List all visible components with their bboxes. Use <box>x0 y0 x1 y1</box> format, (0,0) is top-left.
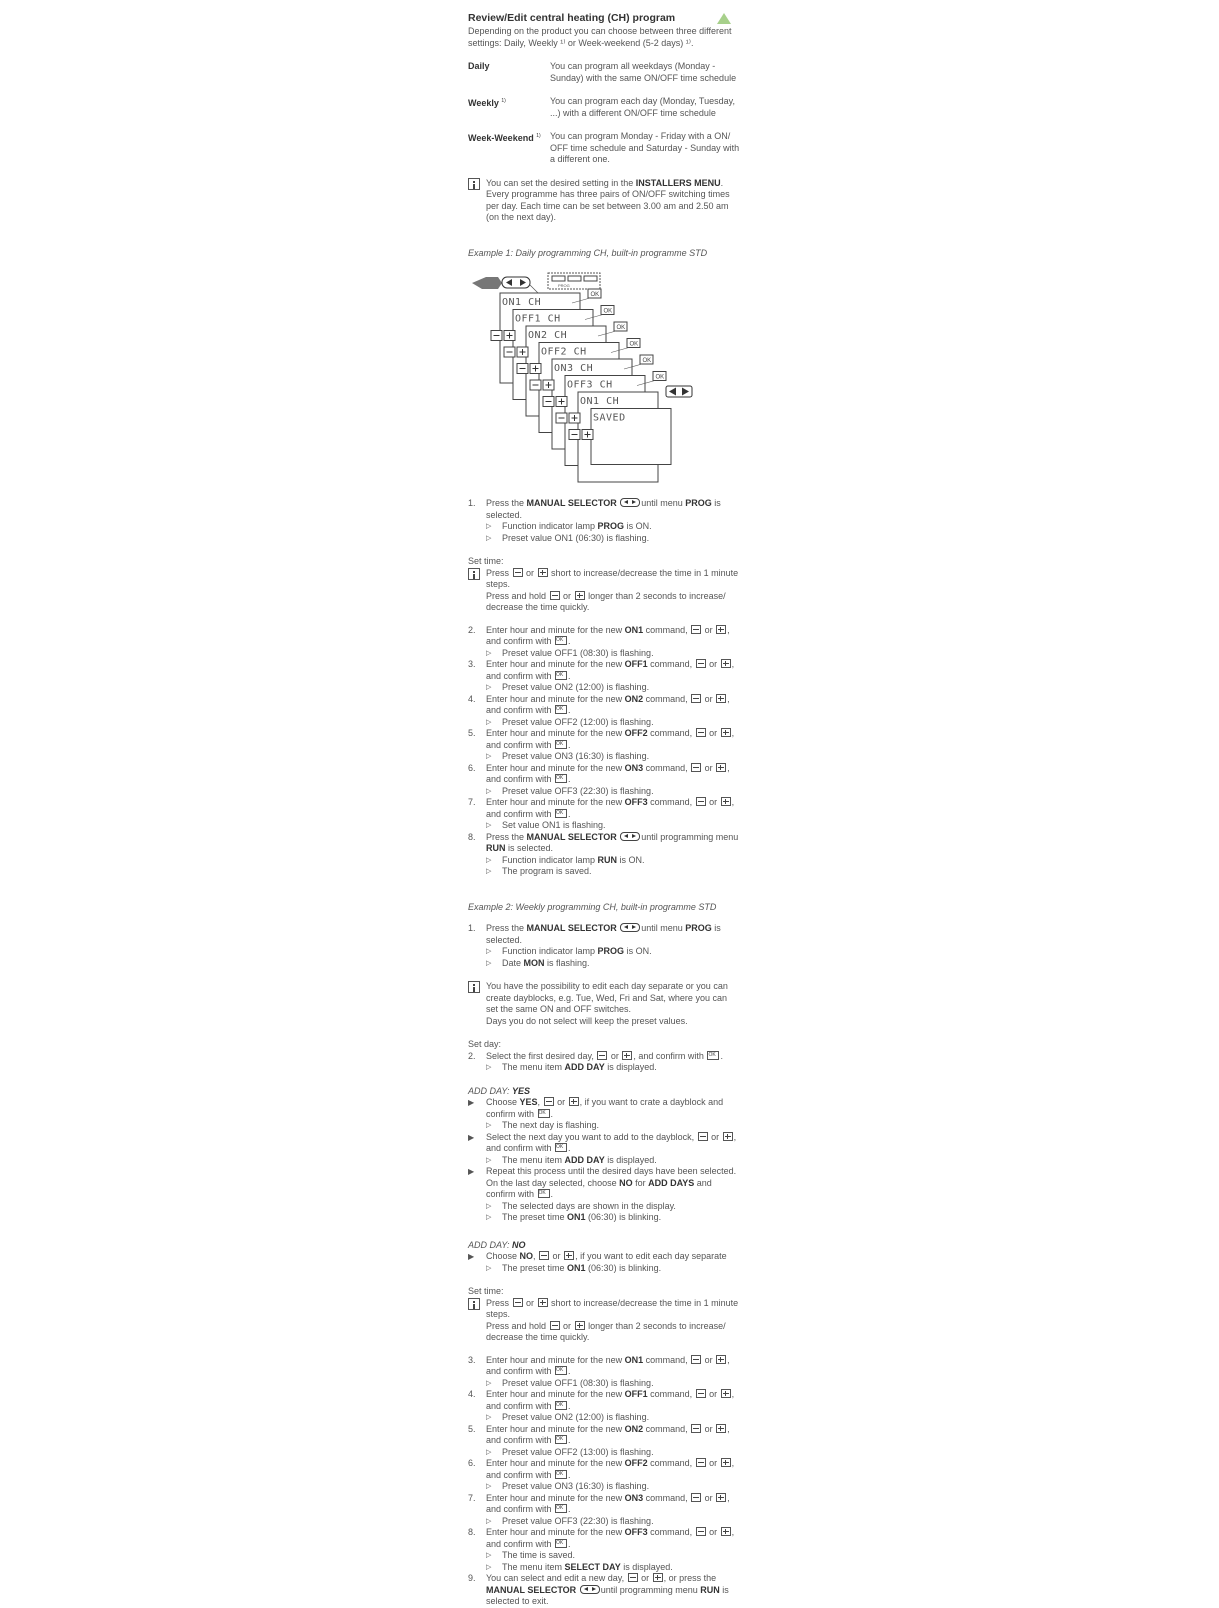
add-day-yes-bullet-3: ▶ Repeat this process until the desired days have been selected. On the last day selected, choose NO for ADD DAYS and confirm with . ▷ The selected days are shown in the display. ▷ The preset time ON1 (06:30) is blinking. <box>468 1166 740 1224</box>
minus-key-icon <box>691 763 701 772</box>
ok-key-icon <box>555 774 567 783</box>
minus-key-icon <box>691 1493 701 1502</box>
example-2-title: Example 2: Weekly programming CH, built-in programme STD <box>468 901 717 912</box>
time-entry-step: 2. Enter hour and minute for the new ON1 command, or , and confirm with . ▷ Preset value OFF1 (08:30) is flashing. <box>468 625 740 660</box>
lcd-screen-text: ON3 CH <box>554 363 594 374</box>
setting-name: Weekly $^{1)}$ <box>468 98 506 108</box>
plus-key-icon <box>716 1355 726 1364</box>
ex2-step-1: 1. Press the MANUAL SELECTOR until menu PROG is selected. ▷ Function indicator lamp PROG is ON. ▷ Date MON is flashing. <box>468 923 740 969</box>
ok-button-label: OK <box>616 325 626 331</box>
example-2-time-steps <box>468 1355 740 1562</box>
time-entry-step: 3. Enter hour and minute for the new OFF1 command, or , and confirm with . ▷ Preset value ON2 (12:00) is flashing. <box>468 659 740 694</box>
hand-pointer-icon <box>472 277 502 289</box>
time-entry-step: 5. Enter hour and minute for the new OFF2 command, or , and confirm with . ▷ Preset value ON3 (16:30) is flashing. <box>468 728 740 763</box>
plus-key-icon <box>575 1321 585 1330</box>
time-entry-step: 6. Enter hour and minute for the new ON3 command, or , and confirm with . ▷ Preset value OFF3 (22:30) is flashing. <box>468 763 740 798</box>
time-entry-step: 6. Enter hour and minute for the new OFF2 command, or , and confirm with . ▷ Preset value ON3 (16:30) is flashing. <box>468 1458 740 1493</box>
minus-key-icon <box>550 1321 560 1330</box>
plus-key-icon <box>723 1132 733 1141</box>
setting-description: You can program Monday - Friday with a ON/ OFF time schedule and Saturday - Sunday with a different one. <box>550 131 740 164</box>
lcd-screen-text: ON1 CH <box>580 396 620 407</box>
minus-key-icon <box>698 1132 708 1141</box>
ok-key-icon <box>555 1143 567 1152</box>
time-entry-step: 8. Enter hour and minute for the new OFF3 command, or , and confirm with . ▷ The time is saved. <box>468 1527 740 1562</box>
settings-definition-list <box>468 61 740 166</box>
ok-button-label: OK <box>655 374 665 381</box>
minus-key-icon <box>696 797 706 806</box>
indicator-lamp <box>568 276 581 281</box>
minus-key-icon <box>628 1573 638 1582</box>
plus-key-icon <box>564 1251 574 1260</box>
minus-key-icon <box>513 568 523 577</box>
info-icon <box>468 981 480 993</box>
ok-key-icon <box>555 809 567 818</box>
example-1-title: Example 1: Daily programming CH, built-in programme STD <box>468 247 708 258</box>
bullet-arrow-icon: ▶ <box>468 1252 475 1261</box>
installer-note: You can set the desired setting in the INSTALLERS MENU. Every programme has three pairs of ON/OFF switching times per day. Each time can be set between 3.00 am and 2.50 am (on the next day). <box>468 178 740 224</box>
programming-sequence-diagram <box>468 263 740 488</box>
indicator-lamp <box>552 276 565 281</box>
manual-selector-icon <box>620 923 640 932</box>
minus-key-icon <box>696 1458 706 1467</box>
lcd-screen-text: OFF1 CH <box>515 313 561 325</box>
plus-key-icon <box>653 1573 663 1582</box>
plus-key-icon <box>721 1458 731 1467</box>
plus-key-icon <box>538 1298 548 1307</box>
ex1-step-8: 8. Press the MANUAL SELECTOR until programming menu RUN is selected. ▷ Function indicator lamp RUN is ON. ▷ The program is saved. <box>468 832 740 878</box>
ok-button-label: OK <box>642 358 652 364</box>
ok-key-icon <box>555 705 567 714</box>
ex2-step-2: 2. Select the first desired day, or , and confirm with . ▷ The menu item ADD DAY is displayed. <box>468 1051 740 1074</box>
example-1-steps <box>468 498 740 544</box>
ok-key-icon <box>555 1504 567 1513</box>
example-2-steps <box>468 923 740 969</box>
plus-key-icon <box>716 1493 726 1502</box>
bullet-arrow-icon: ▶ <box>468 1132 475 1142</box>
ex1-step-1: 1. Press the MANUAL SELECTOR until menu PROG is selected. ▷ Function indicator lamp PROG is ON. ▷ Preset value ON1 (06:30) is flashing. <box>468 498 740 544</box>
prog-lamp-label: PROG <box>558 283 570 288</box>
lcd-screen-text: OFF3 CH <box>567 379 613 391</box>
time-entry-step: 7. Enter hour and minute for the new OFF3 command, or , and confirm with . ▷ Set value ON1 is flashing. <box>468 797 740 832</box>
setting-description: You can program all weekdays (Monday - Sunday) with the same ON/OFF time schedule <box>550 61 737 83</box>
lcd-screen-text: OFF2 CH <box>541 346 587 358</box>
bullet-arrow-icon: ▶ <box>468 1167 475 1176</box>
ok-key-icon <box>555 740 567 749</box>
plus-key-icon <box>721 659 731 668</box>
indicator-lamp <box>584 276 597 281</box>
set-day-label: Set day: <box>468 1039 502 1049</box>
minus-key-icon <box>696 1527 706 1536</box>
minus-key-icon <box>513 1298 523 1307</box>
minus-key-icon <box>539 1251 549 1260</box>
manual-selector-icon <box>620 498 640 507</box>
time-entry-step: 5. Enter hour and minute for the new ON2 command, or , and confirm with . ▷ Preset value OFF2 (13:00) is flashing. <box>468 1424 740 1459</box>
plus-key-icon <box>716 625 726 634</box>
plus-key-icon <box>622 1051 632 1060</box>
minus-key-icon <box>691 625 701 634</box>
add-day-yes-bullet-1: ▶ Choose YES, or , if you want to crate a dayblock and confirm with . ▷ The next day is flashing. <box>468 1097 740 1132</box>
ok-button-label: OK <box>629 341 639 348</box>
lcd-screen-text: ON1 CH <box>502 297 542 308</box>
minus-key-icon <box>696 659 706 668</box>
minus-key-icon <box>691 1355 701 1364</box>
minus-key-icon <box>691 1424 701 1433</box>
ok-key-icon <box>555 671 567 680</box>
lcd-screen-text: SAVED <box>593 412 626 424</box>
add-day-no-bullet: ▶ Choose NO, or , if you want to edit each day separate ▷ The preset time ON1 (06:30) is blinking. <box>468 1251 740 1274</box>
manual-selector-icon <box>580 1585 600 1594</box>
plus-key-icon <box>716 763 726 772</box>
plus-key-icon <box>575 591 585 600</box>
plus-key-icon <box>716 1424 726 1433</box>
setting-row <box>468 131 740 166</box>
manual-page-column <box>468 12 740 1608</box>
time-entry-step: 3. Enter hour and minute for the new ON1 command, or , and confirm with . ▷ Preset value OFF1 (08:30) is flashing. <box>468 1355 740 1390</box>
time-entry-step: 7. Enter hour and minute for the new ON3 command, or , and confirm with . ▷ Preset value OFF3 (22:30) is flashing. <box>468 1493 740 1528</box>
diagram-svg <box>468 263 740 488</box>
add-day-no-heading: ADD DAY: NO <box>468 1239 526 1250</box>
minus-key-icon <box>696 728 706 737</box>
setting-row <box>468 96 740 119</box>
ok-key-icon <box>555 636 567 645</box>
info-icon <box>468 1298 480 1310</box>
minus-key-icon <box>550 591 560 600</box>
lcd-screen-text: ON2 CH <box>528 330 568 341</box>
ok-key-icon <box>555 1539 567 1548</box>
minus-key-icon <box>597 1051 607 1060</box>
setting-name: Daily <box>468 61 490 71</box>
plus-key-icon <box>721 1527 731 1536</box>
select-day-result: ▷ The menu item SELECT DAY is displayed. <box>486 1562 740 1574</box>
ex2-step-9: 9. You can select and edit a new day, or , or press the MANUAL SELECTOR until programming menu RUN is selected to exit. <box>468 1573 729 1606</box>
manual-selector-icon <box>620 832 640 841</box>
plus-key-icon <box>716 694 726 703</box>
ok-key-icon <box>555 1435 567 1444</box>
set-time-label-2: Set time: <box>468 1286 504 1296</box>
plus-key-icon <box>721 797 731 806</box>
ok-button-label: OK <box>590 292 600 298</box>
ok-key-icon <box>555 1470 567 1479</box>
bullet-arrow-icon: ▶ <box>468 1098 475 1107</box>
ok-key-icon <box>555 1366 567 1375</box>
minus-key-icon <box>691 694 701 703</box>
plus-key-icon <box>538 568 548 577</box>
installers-menu-term: INSTALLERS MENU <box>635 177 721 188</box>
set-time-tip-2: Press or short to increase/decrease the time in 1 minute steps. Press and hold or longer than 2 seconds to increase/ decrease the time quickly. <box>468 1298 740 1344</box>
set-time-tip: Press or short to increase/decrease the time in 1 minute steps. Press and hold or longer than 2 seconds to increase/ decrease the time quickly. <box>468 568 740 614</box>
time-entry-step: 4. Enter hour and minute for the new ON2 command, or , and confirm with . ▷ Preset value OFF2 (12:00) is flashing. <box>468 694 740 729</box>
setting-row <box>468 61 740 84</box>
ok-key-icon <box>538 1109 550 1118</box>
dayblock-note: You have the possibility to edit each day separate or you can create dayblocks, e.g. Tue, Wed, Fri and Sat, where you can set the same ON and OFF switches. Days you do not select will keep the preset values. <box>468 981 740 1027</box>
add-day-yes-heading: ADD DAY: YES <box>468 1085 531 1096</box>
ok-key-icon <box>538 1189 550 1198</box>
setting-description: You can program each day (Monday, Tuesday, ...) with a different ON/OFF time schedule <box>550 96 735 118</box>
plus-key-icon <box>569 1097 579 1106</box>
minus-key-icon <box>544 1097 554 1106</box>
ok-key-icon <box>707 1051 719 1060</box>
set-time-label: Set time: <box>468 556 504 566</box>
plus-key-icon <box>721 1389 731 1398</box>
ok-button-label: OK <box>603 308 613 315</box>
info-icon <box>468 178 480 190</box>
minus-key-icon <box>696 1389 706 1398</box>
example-1-time-steps <box>468 625 740 832</box>
page-title: Review/Edit central heating (CH) program <box>468 12 676 24</box>
info-icon <box>468 568 480 580</box>
intro-text: Depending on the product you can choose between three different settings: Daily, Weekly ¹⁾ or Week-weekend (5-2 days) ¹⁾. <box>468 26 732 48</box>
setting-name: Week-Weekend $^{1)}$ <box>468 133 541 143</box>
plus-key-icon <box>721 728 731 737</box>
add-day-yes-bullet-2: ▶ Select the next day you want to add to the dayblock, or , and confirm with . ▷ The menu item ADD DAY is displayed. <box>468 1132 740 1167</box>
ok-key-icon <box>555 1401 567 1410</box>
time-entry-step: 4. Enter hour and minute for the new OFF1 command, or , and confirm with . ▷ Preset value ON2 (12:00) is flashing. <box>468 1389 740 1424</box>
